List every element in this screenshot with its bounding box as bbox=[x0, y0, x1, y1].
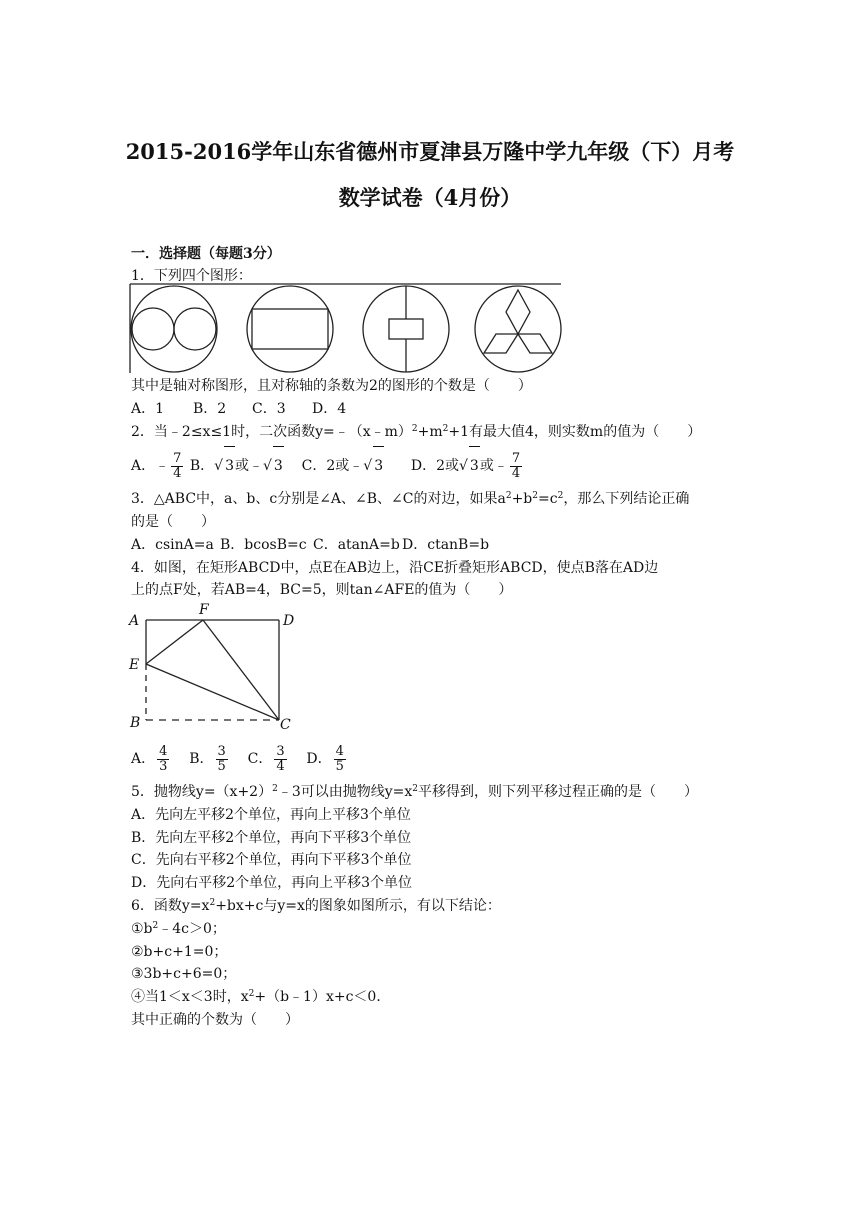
q4-label-F: F bbox=[199, 602, 209, 618]
q4-option-b: B． $\frac{3}{5}$ bbox=[189, 743, 226, 774]
q4-segment-FC bbox=[203, 620, 279, 720]
q3-stem: 3．△ABC中，a、b、c分别是∠A、∠B、∠C的对边，如果$a^2+b^2=c^2$，那么下列结论正确 bbox=[131, 491, 690, 507]
q1-fig1-right-circle bbox=[174, 308, 216, 350]
q5-option-a: A．先向左平移2个单位，再向上平移3个单位 bbox=[131, 807, 411, 823]
section-heading: 一．选择题（每题3分） bbox=[131, 246, 281, 262]
q3-option-d: D．ctanB=b bbox=[402, 537, 490, 553]
q4-label-E: E bbox=[129, 657, 140, 673]
q4-segment-EC bbox=[146, 664, 279, 720]
q6-conclusion-4: ④当1＜x＜3时，$x^2+(b﹣1)x+c<0$． bbox=[131, 989, 391, 1005]
q1-option-b: B．2 bbox=[193, 401, 227, 417]
q1-stem: 1．下列四个图形： bbox=[131, 268, 252, 284]
q2-stem: 2．当﹣2≤x≤1时，二次函数$y=﹣(x﹣m)^2+m^2+1$有最大值4，则实数m的值为（ ） bbox=[131, 424, 702, 440]
q2-option-b: B．√ 3或﹣√ 3 bbox=[190, 458, 284, 474]
q4-segment-EF bbox=[146, 620, 203, 664]
q1-fig2-rect bbox=[252, 309, 328, 349]
q6-conclusion-2: ②b+c+1=0； bbox=[131, 944, 228, 960]
q1-figure bbox=[129, 283, 563, 375]
q4-option-a: A． $\frac{4}{3}$ bbox=[131, 743, 168, 774]
q1-fig4-circle bbox=[475, 286, 561, 372]
q4-label-B: B bbox=[130, 715, 141, 731]
q4-figure bbox=[126, 600, 302, 734]
q5-stem: 5．抛物线$y=(x+2)^2﹣3$可以由抛物线$y=x^2$平移得到，则下列平移过程正确的是（ ） bbox=[131, 784, 699, 800]
q6-question: 其中正确的个数为（ ） bbox=[131, 1012, 299, 1028]
q1-fig2-circle bbox=[247, 286, 333, 372]
q6-conclusion-1: $①b^2﹣4c>0$； bbox=[131, 921, 226, 937]
q4-label-D: D bbox=[283, 613, 295, 629]
q5-option-b: B．先向左平移2个单位，再向下平移3个单位 bbox=[131, 830, 412, 846]
q1-question: 其中是轴对称图形，且对称轴的条数为2的图形的个数是（ ） bbox=[131, 378, 532, 394]
q4-label-C: C bbox=[280, 717, 291, 733]
title-line-1: 2015-2016学年山东省德州市夏津县万隆中学九年级（下）月考 bbox=[125, 139, 735, 164]
q3-option-c: C．atanA=b bbox=[313, 537, 400, 553]
q2-option-a: A．﹣ $\frac{7}{4}$ bbox=[131, 450, 182, 481]
q4-options bbox=[131, 740, 348, 778]
q2-option-d: D．2或√ 3或﹣ $\frac{7}{4}$ bbox=[411, 458, 524, 474]
q2-options bbox=[131, 446, 524, 484]
q4-stem-line2: 上的点F处，若AB=4，BC=5，则tan∠AFE的值为（ ） bbox=[131, 582, 513, 598]
q2-option-c: C．2或﹣√ 3 bbox=[302, 458, 384, 474]
q6-conclusion-3: ③3b+c+6=0； bbox=[131, 966, 237, 982]
q4-option-c: C． $\frac{3}{4}$ bbox=[247, 743, 285, 774]
q4-stem-line1: 4．如图，在矩形ABCD中，点E在AB边上，沿CE折叠矩形ABCD，使点B落在AD边 bbox=[131, 560, 659, 576]
q6-stem: 6．函数$y=x^2+bx+c$与y=x的图象如图所示，有以下结论： bbox=[131, 898, 501, 914]
q1-option-a: A．1 bbox=[131, 401, 165, 417]
q1-fig4-top-rhombus bbox=[506, 290, 530, 334]
title-line-2: 数学试卷（4月份） bbox=[338, 185, 522, 210]
q5-option-d: D．先向右平移2个单位，再向上平移3个单位 bbox=[131, 875, 413, 891]
q2-fraction: $\frac{7}{4}$ bbox=[173, 450, 182, 481]
q4-option-d: D． $\frac{4}{5}$ bbox=[306, 743, 344, 774]
q4-label-A: A bbox=[129, 613, 140, 629]
q1-fig4-left-rhombus bbox=[484, 334, 518, 353]
q1-option-c: C．3 bbox=[252, 401, 286, 417]
q3-option-b: B．bcosB=c bbox=[220, 537, 307, 553]
q1-fig3-rect bbox=[389, 319, 423, 339]
q5-option-c: C．先向右平移2个单位，再向下平移3个单位 bbox=[131, 852, 412, 868]
q1-fig1-left-circle bbox=[132, 308, 174, 350]
q3-option-a: A．csinA=a bbox=[131, 537, 214, 553]
q1-fig4-right-rhombus bbox=[518, 334, 552, 353]
q1-option-d: D．4 bbox=[312, 401, 347, 417]
q3-stem-line2: 的是（ ） bbox=[131, 514, 215, 530]
